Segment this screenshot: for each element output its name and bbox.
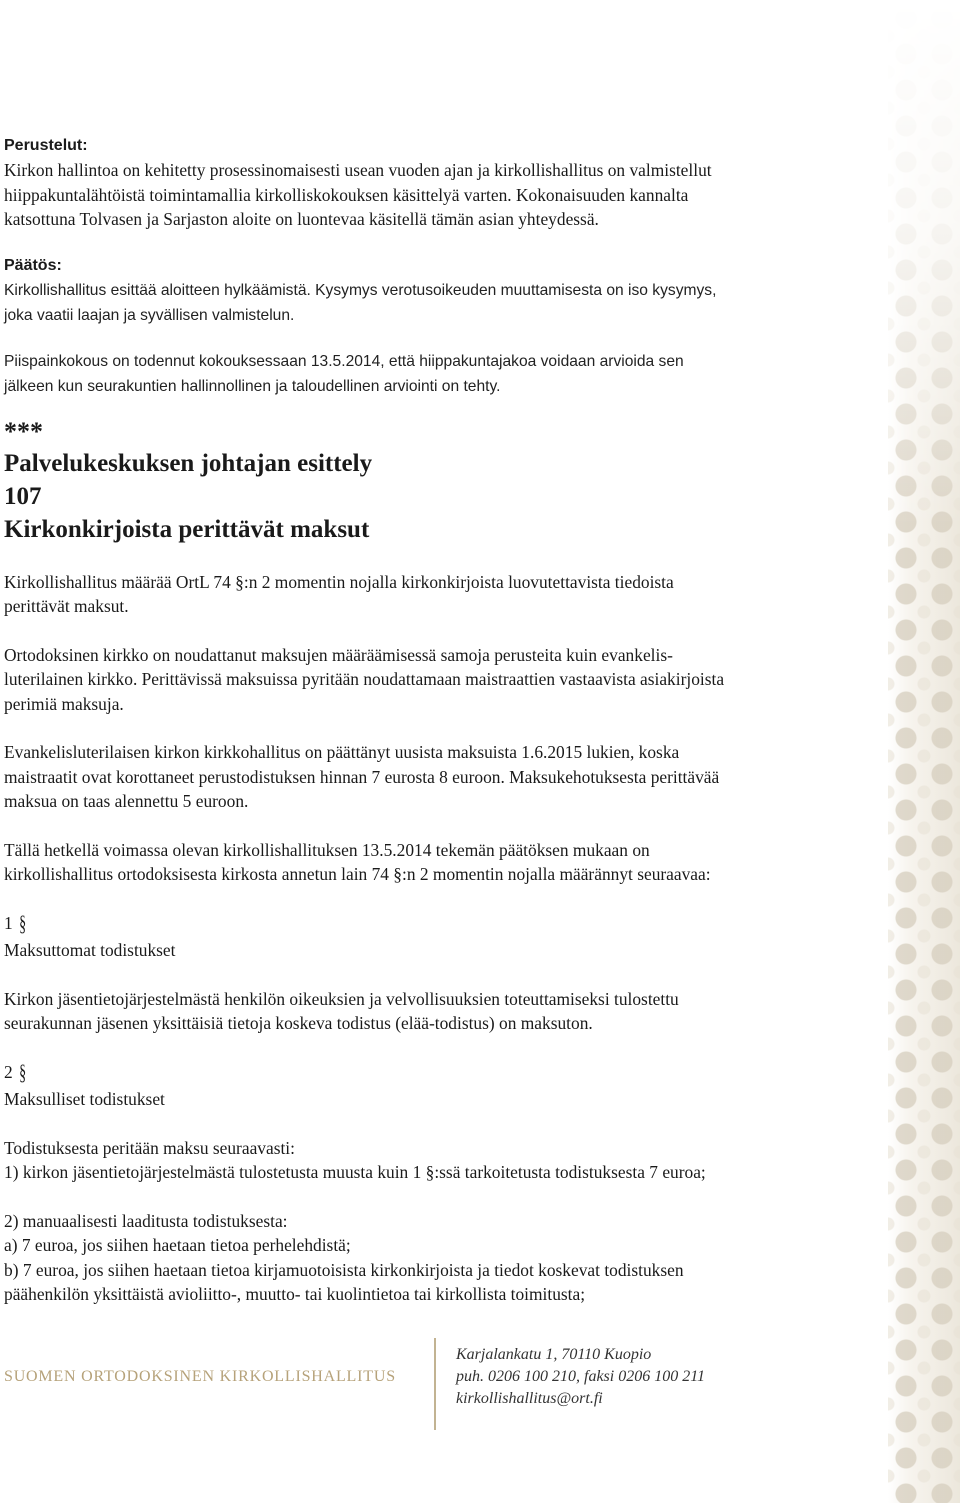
paragraph: [4, 1136, 866, 1185]
text-line: Ortodoksinen kirkko on noudattanut maksujen määräämisessä samoja perusteita kuin evankelis-: [4, 644, 673, 665]
text-line: b) 7 euroa, jos siihen haetaan tietoa kirjamuotoisista kirkonkirjoista ja tiedot koskevat todistuksen: [4, 1259, 684, 1280]
paragraph: [4, 1209, 866, 1307]
section-title: Palvelukeskuksen johtajan esittely: [4, 449, 373, 477]
section-header: [4, 417, 866, 546]
section-sign: §: [19, 912, 27, 937]
paragraph: [4, 740, 866, 814]
text-line: kirkollishallitus ortodoksisesta kirkosta annetun lain 74 §:n 2 momentin nojalla määrännyt seuraavaa:: [4, 864, 711, 884]
text-line: maistraatit ovat korottaneet perustodistuksen hinnan 7 eurosta 8 euroon. Maksukehotuksesta perittävää: [4, 766, 720, 787]
text-line: Kirkon hallintoa on kehitetty prosessinomaisesti usean vuoden ajan ja kirkollishallitus on valmistellut: [4, 160, 712, 180]
text-line: joka vaatii laajan ja syvällisen valmistelun.: [4, 306, 295, 324]
text-line: maksua on taas alennettu 5 euroon.: [4, 791, 249, 811]
text-line: Kirkollishallitus esittää aloitteen hylkäämistä. Kysymys verotusoikeuden muuttamisesta on iso kysymys,: [4, 281, 717, 299]
subsection-1: [4, 911, 866, 963]
section-divider-stars: ***: [4, 416, 43, 446]
paragraph: [4, 570, 866, 619]
footer-address: Karjalankatu 1, 70110 Kuopio: [456, 1346, 652, 1363]
paatos-section: [4, 254, 866, 399]
footer-divider: [434, 1338, 436, 1430]
perustelut-section: [4, 134, 866, 232]
subsection-title: Maksulliset todistukset: [4, 1089, 165, 1109]
text-line: päähenkilön yksittäistä avioliitto-, muutto- tai kuolintietoa tai kirkollista toimitusta;: [4, 1284, 586, 1304]
text-line: 2) manuaalisesti laaditusta todistuksesta:: [4, 1210, 288, 1231]
text-line: hiippakuntalähtöistä toimintamallia kirkolliskokouksen käsittelyä varten. Kokonaisuuden kannalta: [4, 184, 689, 205]
text-line: luterilainen kirkko. Perittävissä maksuissa pyritään noudattamaan maistraattien vastaavista asiakirjoista: [4, 669, 725, 689]
subsection-2: [4, 1060, 866, 1112]
document-content: [4, 134, 866, 1307]
footer-email: kirkollishallitus@ort.fi: [456, 1390, 603, 1407]
section-number: 107: [4, 482, 42, 510]
text-line: Evankelisluterilaisen kirkon kirkkohallitus on päättänyt uusista maksuista 1.6.2015 lukien, koska: [4, 742, 680, 762]
footer-organization-name: SUOMEN ORTODOKSINEN KIRKOLLISHALLITUS: [4, 1368, 396, 1385]
text-line: Kirkon jäsentietojärjestelmästä henkilön oikeuksien ja velvollisuuksien toteuttamiseksi tulostettu: [4, 988, 679, 1009]
section-sign: §: [19, 1061, 27, 1086]
section-subject: Kirkonkirjoista perittävät maksut: [4, 515, 370, 543]
subsection-title: Maksuttomat todistukset: [4, 940, 176, 960]
footer-contact: [456, 1344, 705, 1410]
decorative-ornament-border: [888, 0, 960, 1503]
text-line: 1) kirkon jäsentietojärjestelmästä tulostetusta muusta kuin 1 §:ssä tarkoitetusta todistuksesta 7 euroa;: [4, 1162, 706, 1182]
text-line: Kirkollishallitus määrää OrtL 74 §:n 2 momentin nojalla kirkonkirjoista luovutettavista tiedoista: [4, 571, 674, 592]
text-line: Piispainkokous on todennut kokouksessaan 13.5.2014, että hiippakuntajakoa voidaan arvioida sen: [4, 352, 684, 370]
paragraph: [4, 838, 866, 887]
subsection-number: 1 §: [4, 911, 866, 939]
perustelut-heading: Perustelut:: [4, 137, 88, 154]
subsection-number: 2 §: [4, 1060, 866, 1088]
text-line: katsottuna Tolvasen ja Sarjaston aloite on luontevaa käsitellä tämän asian yhteydessä.: [4, 209, 599, 229]
paragraph: [4, 643, 866, 717]
text-line: seurakunnan jäsenen yksittäisiä tietoja koskeva todistus (elää-todistus) on maksuton.: [4, 1013, 593, 1033]
paragraph: [4, 987, 866, 1036]
footer-phone: puh. 0206 100 210, faksi 0206 100 211: [456, 1368, 706, 1385]
text-line: Todistuksesta peritään maksu seuraavasti:: [4, 1137, 295, 1158]
text-line: a) 7 euroa, jos siihen haetaan tietoa perhelehdistä;: [4, 1235, 351, 1255]
text-line: perimiä maksuja.: [4, 693, 124, 714]
text-line: Tällä hetkellä voimassa olevan kirkollishallituksen 13.5.2014 tekemän päätöksen mukaan on: [4, 839, 650, 860]
paatos-heading: Päätös:: [4, 256, 62, 274]
text-line: jälkeen kun seurakuntien hallinnollinen ja taloudellinen arviointi on tehty.: [4, 377, 501, 395]
text-line: perittävät maksut.: [4, 596, 129, 616]
